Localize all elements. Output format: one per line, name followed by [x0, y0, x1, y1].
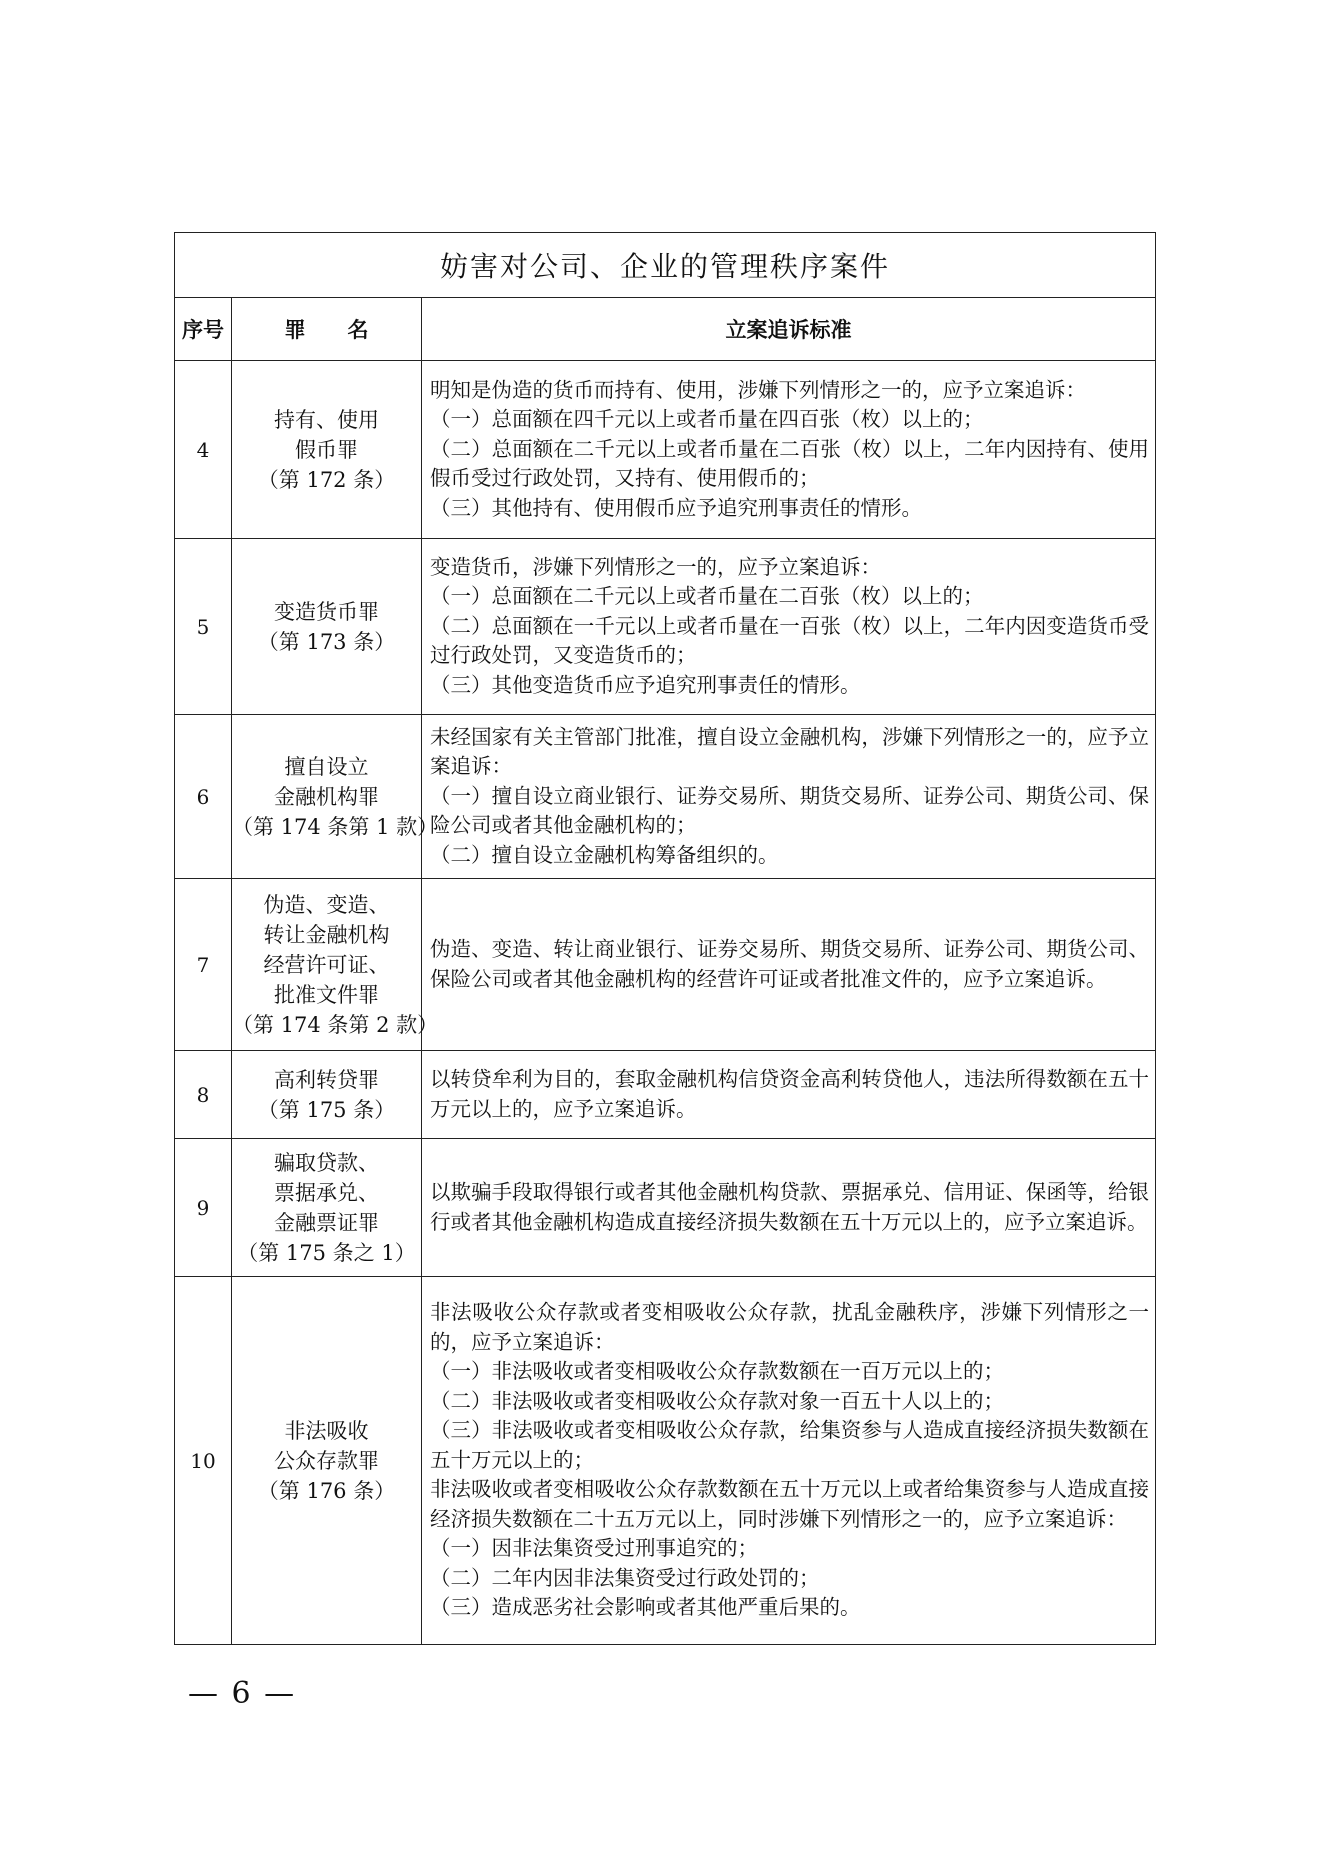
crime-name-line: 高利转贷罪 — [274, 1067, 379, 1092]
standard-paragraph: （二）总面额在一千元以上或者币量在一百张（枚）以上，二年内因变造货币受过行政处罚，又变造货币的； — [430, 613, 1149, 668]
table-row — [175, 539, 1156, 715]
table-row — [175, 1277, 1156, 1645]
row-standard — [422, 539, 1156, 715]
crime-name-line: （第 175 条之 1） — [237, 1240, 416, 1265]
row-seq: 8 — [175, 1051, 232, 1139]
crime-name-line: （第 173 条） — [257, 629, 396, 654]
crime-name-line: （第 174 条第 2 款） — [232, 1012, 439, 1037]
crime-name-line: （第 174 条第 1 款） — [232, 814, 439, 839]
crime-name-line: （第 176 条） — [257, 1478, 396, 1503]
standard-paragraph: （二）擅自设立金融机构筹备组织的。 — [430, 842, 779, 867]
standard-paragraph: （一）因非法集资受过刑事追究的； — [430, 1536, 758, 1561]
crime-name-line: 伪造、变造、 — [263, 892, 390, 917]
crime-name-line: 变造货币罪 — [274, 599, 379, 624]
crime-name-line: 经营许可证、 — [263, 952, 390, 977]
row-crime-name — [232, 361, 422, 539]
row-seq: 7 — [175, 879, 232, 1051]
crime-name-line: 批准文件罪 — [274, 982, 379, 1007]
row-standard — [422, 1139, 1156, 1277]
title-row — [175, 233, 1156, 298]
header-standard: 立案追诉标准 — [422, 298, 1156, 361]
standard-paragraph: 伪造、变造、转让商业银行、证券交易所、期货交易所、证券公司、期货公司、保险公司或者其他金融机构的经营许可证或者批准文件的，应予立案追诉。 — [430, 937, 1149, 991]
table-row — [175, 1051, 1156, 1139]
row-crime-name — [232, 1051, 422, 1139]
standard-paragraph: 明知是伪造的货币而持有、使用，涉嫌下列情形之一的，应予立案追诉： — [430, 377, 1086, 402]
crime-name-line: 擅自设立 — [284, 754, 369, 779]
row-standard — [422, 715, 1156, 879]
standard-paragraph: （三）非法吸收或者变相吸收公众存款，给集资参与人造成直接经济损失数额在五十万元以上的； — [430, 1418, 1149, 1472]
row-crime-name — [232, 879, 439, 1051]
header-seq: 序号 — [175, 298, 232, 361]
row-seq: 6 — [175, 715, 232, 879]
row-seq: 10 — [175, 1277, 232, 1645]
row-standard — [422, 879, 1156, 1051]
crime-name-line: 票据承兑、 — [274, 1180, 379, 1205]
standard-paragraph: （二）二年内因非法集资受过行政处罚的； — [430, 1565, 820, 1590]
row-crime-name — [232, 1139, 422, 1277]
row-crime-name — [232, 715, 439, 879]
table-body — [175, 361, 1156, 1645]
row-standard — [422, 361, 1156, 539]
standard-paragraph: （三）其他变造货币应予追究刑事责任的情形。 — [430, 672, 861, 697]
row-standard — [422, 1277, 1156, 1645]
header-row — [175, 298, 1156, 361]
crime-name-line: 转让金融机构 — [263, 922, 390, 947]
standard-paragraph: （二）总面额在二千元以上或者币量在二百张（枚）以上，二年内因持有、使用假币受过行政处罚，又持有、使用假币的； — [430, 436, 1149, 491]
cases-table — [174, 232, 1156, 1645]
row-seq: 4 — [175, 361, 232, 539]
table-row — [175, 715, 1156, 879]
standard-paragraph: （一）非法吸收或者变相吸收公众存款数额在一百万元以上的； — [430, 1359, 1004, 1384]
crime-name-line: 非法吸收 — [284, 1418, 369, 1443]
crime-name-line: （第 172 条） — [257, 467, 396, 492]
row-standard — [422, 1051, 1156, 1139]
standard-paragraph: （二）非法吸收或者变相吸收公众存款对象一百五十人以上的； — [430, 1388, 1004, 1413]
crime-name-line: 假币罪 — [295, 437, 358, 462]
row-seq: 5 — [175, 539, 232, 715]
standard-paragraph: 非法吸收或者变相吸收公众存款数额在五十万元以上或者给集资参与人造成直接经济损失数额在二十五万元以上，同时涉嫌下列情形之一的，应予立案追诉： — [430, 1477, 1149, 1531]
header-name: 罪 名 — [232, 298, 422, 361]
standard-paragraph: 非法吸收公众存款或者变相吸收公众存款，扰乱金融秩序，涉嫌下列情形之一的，应予立案追诉： — [430, 1300, 1149, 1354]
page-number: — 6 — — [188, 1676, 297, 1711]
standard-paragraph: （一）擅自设立商业银行、证券交易所、期货交易所、证券公司、期货公司、保险公司或者其他金融机构的； — [430, 783, 1149, 838]
crime-name-line: （第 175 条） — [257, 1097, 396, 1122]
crime-name-line: 骗取贷款、 — [274, 1150, 379, 1175]
crime-name-line: 公众存款罪 — [274, 1448, 379, 1473]
crime-name-line: 金融票证罪 — [274, 1210, 379, 1235]
standard-paragraph: （一）总面额在二千元以上或者币量在二百张（枚）以上的； — [430, 584, 984, 609]
table-row — [175, 361, 1156, 539]
standard-paragraph: 变造货币，涉嫌下列情形之一的，应予立案追诉： — [430, 554, 881, 579]
row-crime-name — [232, 539, 422, 715]
standard-paragraph: （一）总面额在四千元以上或者币量在四百张（枚）以上的； — [430, 407, 984, 432]
table-row — [175, 1139, 1156, 1277]
crime-name-line: 金融机构罪 — [274, 784, 379, 809]
standard-paragraph: （三）其他持有、使用假币应予追究刑事责任的情形。 — [430, 495, 922, 520]
standard-paragraph: 以转贷牟利为目的，套取金融机构信贷资金高利转贷他人，违法所得数额在五十万元以上的，应予立案追诉。 — [430, 1067, 1149, 1121]
standard-paragraph: 未经国家有关主管部门批准，擅自设立金融机构，涉嫌下列情形之一的，应予立案追诉： — [430, 724, 1149, 779]
standard-paragraph: （三）造成恶劣社会影响或者其他严重后果的。 — [430, 1595, 861, 1620]
standard-paragraph: 以欺骗手段取得银行或者其他金融机构贷款、票据承兑、信用证、保函等，给银行或者其他金融机构造成直接经济损失数额在五十万元以上的，应予立案追诉。 — [430, 1180, 1149, 1234]
table-title: 妨害对公司、企业的管理秩序案件 — [175, 233, 1156, 298]
crime-name-line: 持有、使用 — [274, 407, 379, 432]
row-crime-name — [232, 1277, 422, 1645]
table-row — [175, 879, 1156, 1051]
row-seq: 9 — [175, 1139, 232, 1277]
